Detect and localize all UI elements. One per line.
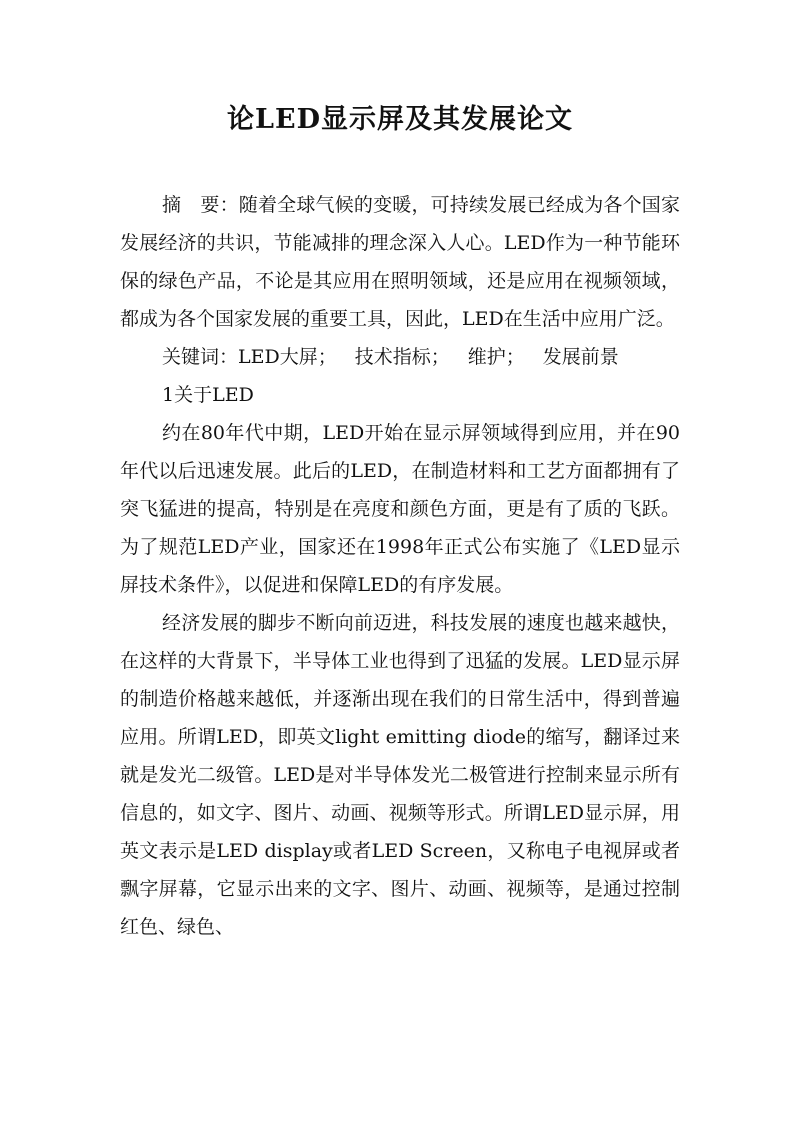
keyword-item: 发展前景 xyxy=(542,346,619,368)
body-paragraph: 经济发展的脚步不断向前迈进，科技发展的速度也越来越快，在这样的大背景下，半导体工业也得到了迅猛的发展。LED显示屏的制造价格越来越低，并逐渐出现在我们的日常生活中，得到普遍应用。所谓LED，即英文light emitting diode的缩写，翻译过来就是发光二级管。LED是对半导体发光二极管进行控制来显示所有信息的，如文字、图片、动画、视频等形式。所谓LED显示屏，用英文表示是LED display或者LED Screen，又称电子电视屏或者飘字屏幕，它显示出来的文字、图片、动画、视频等，是通过控制红色、绿色、 xyxy=(120,612,680,938)
keyword-item: LED大屏； xyxy=(238,346,337,368)
keywords-line xyxy=(120,338,680,376)
body-paragraph: 约在80年代中期，LED开始在显示屏领域得到应用，并在90年代以后迅速发展。此后的LED，在制造材料和工艺方面都拥有了突飞猛进的提高，特别是在亮度和颜色方面，更是有了质的飞跃。为了规范LED产业，国家还在1998年正式公布实施了《LED显示屏技术条件》，以促进和保障LED的有序发展。 xyxy=(120,422,680,596)
keyword-item: 技术指标； xyxy=(354,346,450,368)
section-heading: 1关于LED xyxy=(162,384,254,406)
document-title: 论LED显示屏及其发展论文 xyxy=(227,104,573,135)
keywords-label: 关键词： xyxy=(162,346,239,368)
abstract-paragraph: 摘 要：随着全球气候的变暖，可持续发展已经成为各个国家发展经济的共识，节能减排的理念深入人心。LED作为一种节能环保的绿色产品，不论是其应用在照明领域，还是应用在视频领域，都成为各个国家发展的重要工具，因此，LED在生活中应用广泛。 xyxy=(120,194,680,330)
keyword-item: 维护； xyxy=(467,346,525,368)
document-body xyxy=(120,186,680,946)
